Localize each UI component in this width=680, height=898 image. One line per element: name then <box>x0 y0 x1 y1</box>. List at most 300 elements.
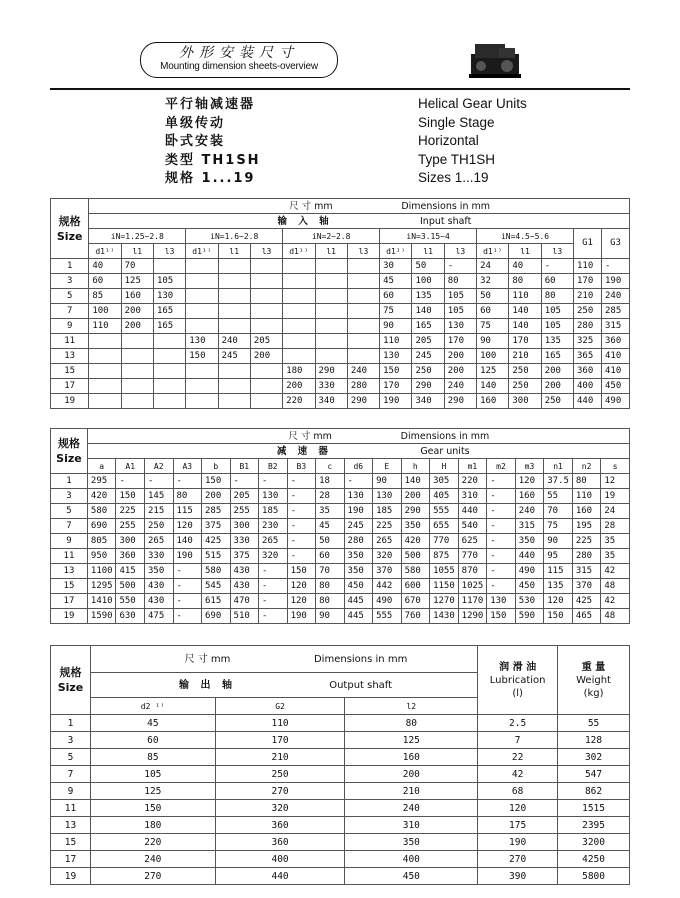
table-cell: 22 <box>478 749 558 766</box>
table-cell: 250 <box>509 379 541 394</box>
table-cell <box>283 289 315 304</box>
table-cell: 270 <box>478 851 558 868</box>
table-cell: 245 <box>344 519 373 534</box>
table-cell: 315 <box>572 564 601 579</box>
sub-header: l1 <box>509 244 541 259</box>
output-shaft-table <box>50 645 630 885</box>
table-cell: - <box>287 519 316 534</box>
table-row <box>51 394 630 409</box>
table-row <box>51 868 630 885</box>
lub-cn: 润 滑 油 <box>499 661 537 673</box>
table-cell: 862 <box>558 783 630 800</box>
table-cell <box>153 364 185 379</box>
table-cell: 285 <box>601 304 629 319</box>
table-cell: 135 <box>544 579 573 594</box>
table-cell: 170 <box>444 334 476 349</box>
table-cell: 110 <box>89 319 121 334</box>
table-cell: - <box>487 519 516 534</box>
column-header: b <box>202 459 231 474</box>
table-cell: - <box>173 474 202 489</box>
table-cell: 365 <box>574 349 602 364</box>
table-cell: 400 <box>215 851 345 868</box>
column-header: A2 <box>144 459 173 474</box>
size-value: 15 <box>51 579 88 594</box>
table-cell: 315 <box>515 519 544 534</box>
table-cell: 85 <box>89 289 121 304</box>
table-cell: 580 <box>87 504 116 519</box>
table-cell: 440 <box>215 868 345 885</box>
table-cell: 250 <box>412 364 444 379</box>
table-cell: - <box>259 594 288 609</box>
table-cell: 360 <box>215 817 345 834</box>
table-cell: 130 <box>373 489 402 504</box>
table-cell: - <box>487 534 516 549</box>
table-row <box>51 834 630 851</box>
header-title-en: Mounting dimension sheets-overview <box>160 61 318 72</box>
column-header: l2 <box>345 698 478 715</box>
table-cell: 320 <box>215 800 345 817</box>
table-cell: 655 <box>430 519 459 534</box>
table-cell: 120 <box>173 519 202 534</box>
sub-header: l3 <box>444 244 476 259</box>
table-cell: 1430 <box>430 609 459 624</box>
table-cell: - <box>259 474 288 489</box>
column-header: c <box>316 459 344 474</box>
table-cell: 360 <box>116 549 145 564</box>
table-cell: 240 <box>347 364 379 379</box>
section-header <box>90 673 477 698</box>
table-cell <box>347 274 379 289</box>
table-cell: 415 <box>116 564 145 579</box>
table-cell: 135 <box>412 289 444 304</box>
table-cell: 45 <box>90 715 215 732</box>
sub-header: l3 <box>153 244 185 259</box>
table-cell: 105 <box>444 304 476 319</box>
table-cell: - <box>259 579 288 594</box>
table-cell: 7 <box>478 732 558 749</box>
table-cell: 160 <box>345 749 478 766</box>
column-header: d6 <box>344 459 373 474</box>
table-cell: 770 <box>430 534 459 549</box>
table-cell: 350 <box>401 519 430 534</box>
table-cell: 250 <box>509 364 541 379</box>
table-cell: 130 <box>487 594 516 609</box>
size-value: 3 <box>51 274 89 289</box>
table-cell: 24 <box>601 504 630 519</box>
table-cell: 150 <box>287 564 316 579</box>
table-cell: 48 <box>601 579 630 594</box>
table-cell: 375 <box>230 549 259 564</box>
table-cell: 200 <box>121 304 153 319</box>
table-cell <box>121 334 153 349</box>
table-cell: 110 <box>572 489 601 504</box>
table-cell: 110 <box>574 259 602 274</box>
table-row <box>51 800 630 817</box>
table-cell: 405 <box>430 489 459 504</box>
table-cell: - <box>173 579 202 594</box>
table-cell: - <box>287 474 316 489</box>
gear-units-table <box>50 428 630 624</box>
table-cell: 600 <box>401 579 430 594</box>
table-cell: 580 <box>202 564 231 579</box>
table-cell: - <box>444 259 476 274</box>
table-cell <box>186 364 218 379</box>
product-line: 类型 TH1SH <box>165 152 261 168</box>
table-cell: 115 <box>173 504 202 519</box>
table-cell: 180 <box>90 817 215 834</box>
table-cell <box>347 349 379 364</box>
size-value: 13 <box>51 349 89 364</box>
table-cell: 290 <box>412 379 444 394</box>
column-header: A3 <box>173 459 202 474</box>
table-cell: 115 <box>544 564 573 579</box>
size-header <box>51 646 91 715</box>
column-header: n2 <box>572 459 601 474</box>
table-cell: 110 <box>509 289 541 304</box>
table-row <box>51 289 630 304</box>
table-cell: 5800 <box>558 868 630 885</box>
table-cell: 105 <box>541 319 573 334</box>
table-row <box>51 766 630 783</box>
table-cell: 430 <box>144 579 173 594</box>
table-cell: 280 <box>574 319 602 334</box>
table-cell: 1025 <box>458 579 487 594</box>
table-cell: 225 <box>116 504 145 519</box>
table-cell: 35 <box>601 534 630 549</box>
table-row <box>51 609 630 624</box>
table-cell: 1410 <box>87 594 116 609</box>
table-cell: 140 <box>509 319 541 334</box>
table-cell <box>250 274 282 289</box>
table-cell: 240 <box>444 379 476 394</box>
table-cell <box>250 289 282 304</box>
table-cell: 1170 <box>458 594 487 609</box>
table-cell: 240 <box>218 334 250 349</box>
table-cell: 290 <box>444 394 476 409</box>
g3-header: G3 <box>601 229 629 259</box>
table-cell: 60 <box>316 549 344 564</box>
header-divider <box>50 88 630 90</box>
table-cell: 140 <box>173 534 202 549</box>
table-cell: 80 <box>509 274 541 289</box>
table-cell: 80 <box>444 274 476 289</box>
size-value: 19 <box>51 868 91 885</box>
table-cell: 1270 <box>430 594 459 609</box>
table-cell: 170 <box>574 274 602 289</box>
table-cell: 45 <box>380 274 412 289</box>
table-cell: 430 <box>144 594 173 609</box>
table-row <box>51 851 630 868</box>
table-cell <box>283 334 315 349</box>
table-cell: 130 <box>259 489 288 504</box>
table-cell: 150 <box>90 800 215 817</box>
table-cell: 360 <box>574 364 602 379</box>
size-value: 13 <box>51 564 88 579</box>
table-cell: 80 <box>345 715 478 732</box>
table-cell: 425 <box>202 534 231 549</box>
table-cell: 300 <box>230 519 259 534</box>
column-header: m1 <box>458 459 487 474</box>
column-header: B1 <box>230 459 259 474</box>
header-title-cn: 外形安装尺寸 <box>179 45 299 61</box>
wt-unit: (kg) <box>583 687 604 699</box>
column-header: d2 ¹⁾ <box>90 698 215 715</box>
table-cell: 875 <box>430 549 459 564</box>
table-cell <box>315 304 347 319</box>
size-value: 9 <box>51 534 88 549</box>
size-value: 19 <box>51 394 89 409</box>
table-cell: 625 <box>458 534 487 549</box>
table-cell: 200 <box>250 349 282 364</box>
table-cell <box>153 334 185 349</box>
table-cell: 190 <box>287 609 316 624</box>
table-cell: 325 <box>574 334 602 349</box>
table-cell: 200 <box>444 349 476 364</box>
table-cell: 200 <box>444 364 476 379</box>
table-cell: 240 <box>601 289 629 304</box>
gear-unit-icon <box>469 40 521 80</box>
table-row <box>51 274 630 289</box>
size-value: 7 <box>51 766 91 783</box>
table-cell: 200 <box>202 489 231 504</box>
table-cell: 315 <box>601 319 629 334</box>
table-cell: 1055 <box>430 564 459 579</box>
product-line: 卧式安装 <box>165 134 226 149</box>
table-cell: 210 <box>345 783 478 800</box>
table-cell <box>89 334 121 349</box>
table-cell: 270 <box>215 783 345 800</box>
table-cell: 150 <box>186 349 218 364</box>
table-cell: 255 <box>230 504 259 519</box>
table-cell: 180 <box>283 364 315 379</box>
table-cell <box>347 319 379 334</box>
table-cell <box>89 394 121 409</box>
table-cell: 590 <box>515 609 544 624</box>
table-cell: 35 <box>601 549 630 564</box>
table-cell: 370 <box>572 579 601 594</box>
ratio-group: iN=1.6~2.8 <box>186 229 283 244</box>
table-cell: 105 <box>444 289 476 304</box>
table-cell: 75 <box>380 304 412 319</box>
product-line: Single Stage <box>418 114 495 130</box>
table-cell: - <box>487 549 516 564</box>
table-cell: 175 <box>478 817 558 834</box>
table-cell: 530 <box>515 594 544 609</box>
table-cell: 410 <box>601 349 629 364</box>
table-row <box>51 534 630 549</box>
table-cell <box>89 349 121 364</box>
table-cell: - <box>287 549 316 564</box>
table-cell <box>250 379 282 394</box>
section-cn: 输 入 轴 <box>277 215 333 227</box>
size-value: 15 <box>51 364 89 379</box>
table-cell: 105 <box>153 274 185 289</box>
table-cell: 105 <box>90 766 215 783</box>
table-cell: 28 <box>601 519 630 534</box>
table-cell: 320 <box>259 549 288 564</box>
table-row <box>51 549 630 564</box>
table-cell: 295 <box>87 474 116 489</box>
table-cell <box>186 289 218 304</box>
table-cell <box>218 319 250 334</box>
table-cell <box>186 304 218 319</box>
table-cell: 445 <box>344 609 373 624</box>
table-cell: 30 <box>380 259 412 274</box>
product-line: Type TH1SH <box>418 151 496 167</box>
table-cell <box>315 289 347 304</box>
table-cell: 450 <box>344 579 373 594</box>
column-header: G2 <box>215 698 345 715</box>
sub-header: l3 <box>347 244 379 259</box>
size-value: 3 <box>51 732 91 749</box>
table-cell: - <box>287 489 316 504</box>
sub-header: l3 <box>250 244 282 259</box>
table-cell: 165 <box>412 319 444 334</box>
sub-header: d1¹⁾ <box>283 244 315 259</box>
sub-header: l1 <box>121 244 153 259</box>
table-cell: 230 <box>259 519 288 534</box>
table-cell: 490 <box>601 394 629 409</box>
table-cell: 870 <box>458 564 487 579</box>
column-header: B2 <box>259 459 288 474</box>
table-cell: 140 <box>477 379 509 394</box>
table-cell: 128 <box>558 732 630 749</box>
table-cell: 430 <box>230 564 259 579</box>
table-cell <box>218 379 250 394</box>
section-en: Gear units <box>420 445 470 457</box>
size-value: 1 <box>51 474 88 489</box>
table-cell <box>89 364 121 379</box>
table-cell: - <box>144 474 173 489</box>
table-cell: 130 <box>380 349 412 364</box>
table-cell: 200 <box>541 379 573 394</box>
table-cell <box>315 349 347 364</box>
table-cell: 120 <box>478 800 558 817</box>
table-cell: 170 <box>215 732 345 749</box>
size-value: 3 <box>51 489 88 504</box>
size-header <box>51 199 89 259</box>
table-cell: 80 <box>572 474 601 489</box>
table-cell: 1515 <box>558 800 630 817</box>
product-line: Horizontal <box>418 133 479 148</box>
table-cell: 40 <box>89 259 121 274</box>
table-cell: 250 <box>541 394 573 409</box>
table-cell: - <box>287 504 316 519</box>
table-cell: - <box>487 474 516 489</box>
sub-header: d1¹⁾ <box>89 244 121 259</box>
size-value: 17 <box>51 379 89 394</box>
size-value: 7 <box>51 304 89 319</box>
table-cell: 85 <box>90 749 215 766</box>
table-cell: 12 <box>601 474 630 489</box>
table-cell: 195 <box>572 519 601 534</box>
table-row <box>51 319 630 334</box>
table-cell: 160 <box>477 394 509 409</box>
table-cell: 90 <box>544 534 573 549</box>
table-cell: 120 <box>287 579 316 594</box>
table-cell: - <box>541 259 573 274</box>
section-header <box>89 214 630 229</box>
column-header: B3 <box>287 459 316 474</box>
size-value: 5 <box>51 289 89 304</box>
table-cell: 2395 <box>558 817 630 834</box>
column-header: m3 <box>515 459 544 474</box>
table-cell: 302 <box>558 749 630 766</box>
table-cell: 90 <box>373 474 402 489</box>
table-cell: 442 <box>373 579 402 594</box>
size-value: 9 <box>51 783 91 800</box>
table-cell: 42 <box>601 594 630 609</box>
table-cell: 240 <box>345 800 478 817</box>
table-row <box>51 379 630 394</box>
table-cell <box>218 259 250 274</box>
table-cell <box>347 334 379 349</box>
table-cell: 140 <box>412 304 444 319</box>
table-cell: 245 <box>218 349 250 364</box>
table-cell: - <box>487 564 516 579</box>
size-value: 11 <box>51 800 91 817</box>
table-cell: 225 <box>373 519 402 534</box>
table-cell: - <box>173 564 202 579</box>
table-cell: 350 <box>144 564 173 579</box>
table-cell: 515 <box>202 549 231 564</box>
section-en: Output shaft <box>329 679 393 691</box>
table-cell: 220 <box>90 834 215 851</box>
table-cell: - <box>344 474 373 489</box>
ratio-group: iN=1.25~2.8 <box>89 229 186 244</box>
size-en: Size <box>57 681 84 694</box>
table-cell: 400 <box>574 379 602 394</box>
table-cell: 110 <box>380 334 412 349</box>
product-line: 平行轴减速器 <box>165 97 256 112</box>
column-header: a <box>87 459 116 474</box>
table-cell: 90 <box>477 334 509 349</box>
sub-header-row <box>51 244 630 259</box>
table-cell: 60 <box>541 274 573 289</box>
table-cell: 550 <box>116 594 145 609</box>
table-cell: - <box>287 534 316 549</box>
sub-header: d1¹⁾ <box>186 244 218 259</box>
table-cell: 45 <box>316 519 344 534</box>
dim-en: Dimensions in mm <box>313 653 408 665</box>
table-cell: 90 <box>380 319 412 334</box>
table-row <box>51 732 630 749</box>
table-cell: 210 <box>215 749 345 766</box>
dim-cn: 尺 寸 mm <box>288 430 332 442</box>
table-cell <box>283 319 315 334</box>
table-cell: 555 <box>373 609 402 624</box>
table-cell: 80 <box>541 289 573 304</box>
table-cell: 35 <box>316 504 344 519</box>
table-cell: 470 <box>230 594 259 609</box>
lub-unit: (l) <box>512 687 523 699</box>
table-row <box>51 783 630 800</box>
table-cell: 4250 <box>558 851 630 868</box>
table-cell: 150 <box>202 474 231 489</box>
table-cell: 48 <box>601 609 630 624</box>
table-cell: 95 <box>544 549 573 564</box>
table-cell: 145 <box>144 489 173 504</box>
table-row <box>51 504 630 519</box>
table-cell: 360 <box>215 834 345 851</box>
table-cell <box>153 394 185 409</box>
table-cell <box>218 364 250 379</box>
size-en: Size <box>56 452 82 465</box>
table-cell: 375 <box>202 519 231 534</box>
section-cn: 输 出 轴 <box>178 679 236 691</box>
table-cell: 135 <box>541 334 573 349</box>
table-cell: 55 <box>544 489 573 504</box>
